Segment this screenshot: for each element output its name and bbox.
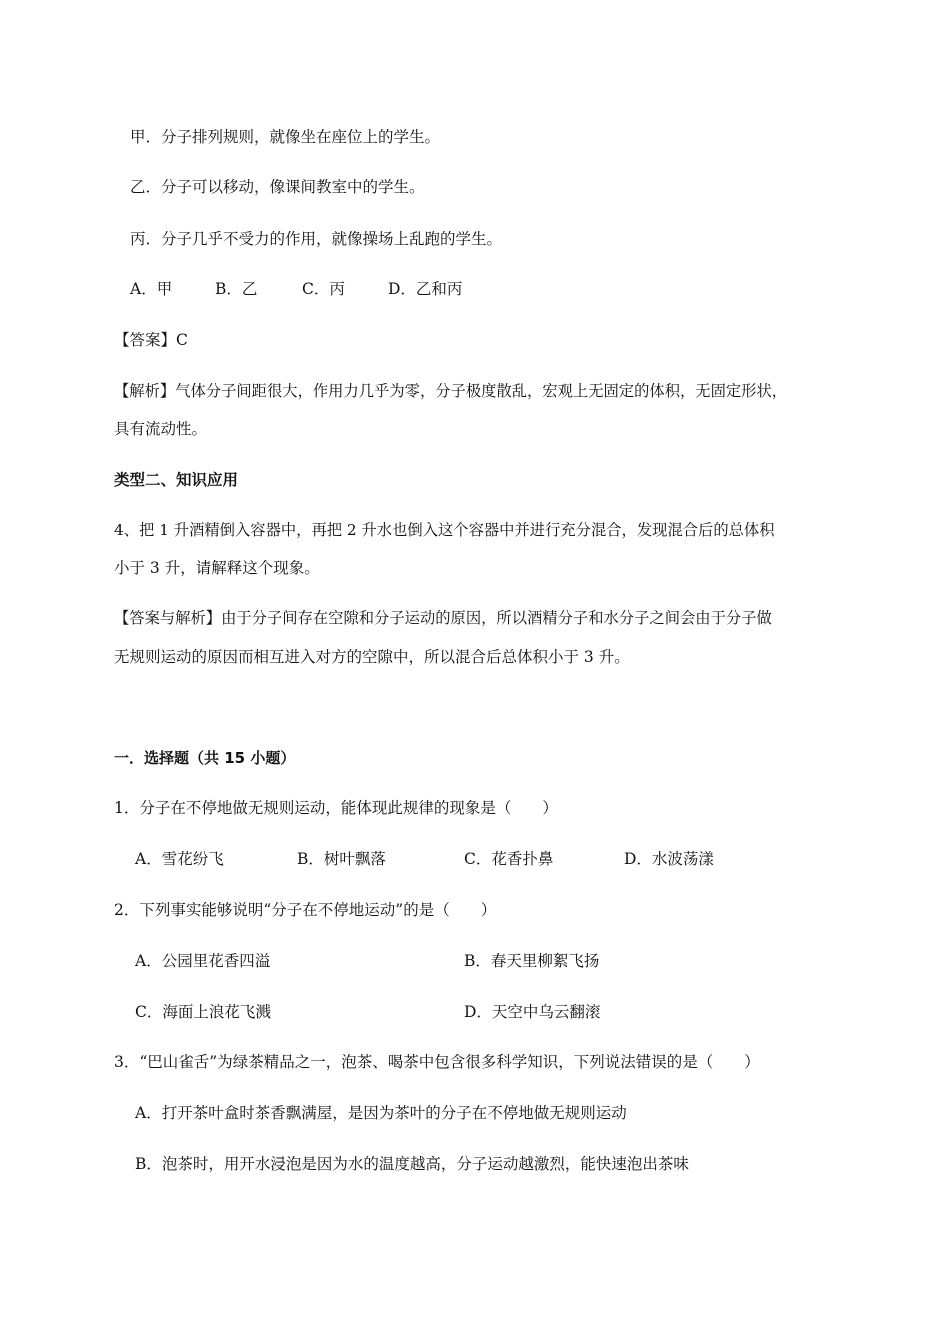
example-answer: 【答案】C xyxy=(114,331,188,349)
statement-bing: 丙．分子几乎不受力的作用，就像操场上乱跑的学生。 xyxy=(130,230,503,248)
q4-answer-line1: 【答案与解析】由于分子间存在空隙和分子运动的原因，所以酒精分子和水分子之间会由于分子做 xyxy=(114,609,772,627)
q1-option-a: A．雪花纷飞 xyxy=(135,850,224,868)
example-analysis-line1: 【解析】气体分子间距很大，作用力几乎为零，分子极度散乱，宏观上无固定的体积，无固定形状， xyxy=(114,382,788,400)
q3-option-b: B．泡茶时，用开水浸泡是因为水的温度越高，分子运动越激烈，能快速泡出茶味 xyxy=(135,1155,689,1173)
statement-yi: 乙．分子可以移动，像课间教室中的学生。 xyxy=(130,178,425,196)
section1-heading: 一．选择题（共 15 小题） xyxy=(114,749,296,767)
q1-stem: 1．分子在不停地做无规则运动，能体现此规律的现象是（ ） xyxy=(114,799,558,817)
q4-line2: 小于 3 升，请解释这个现象。 xyxy=(114,559,320,577)
q1-option-d: D．水波荡漾 xyxy=(624,850,714,868)
q1-option-c: C．花香扑鼻 xyxy=(464,850,554,868)
q4-answer-line2: 无规则运动的原因而相互进入对方的空隙中，所以混合后总体积小于 3 升。 xyxy=(114,648,630,666)
q4-line1: 4、把 1 升酒精倒入容器中，再把 2 升水也倒入这个容器中并进行充分混合，发现混合后的总体积 xyxy=(114,521,775,539)
option-a: A．甲 xyxy=(130,280,173,298)
example-analysis-line2: 具有流动性。 xyxy=(114,420,208,438)
option-d: D．乙和丙 xyxy=(388,280,463,298)
q2-option-c: C．海面上浪花飞溅 xyxy=(135,1003,271,1021)
q2-option-b: B．春天里柳絮飞扬 xyxy=(464,952,600,970)
q2-stem: 2．下列事实能够说明“分子在不停地运动”的是（ ） xyxy=(114,901,497,919)
q3-stem: 3．“巴山雀舌”为绿茶精品之一，泡茶、喝茶中包含很多科学知识，下列说法错误的是（ ） xyxy=(114,1053,760,1071)
statement-jia: 甲．分子排列规则，就像坐在座位上的学生。 xyxy=(130,128,441,146)
q2-option-a: A．公园里花香四溢 xyxy=(135,952,271,970)
option-c: C．丙 xyxy=(302,280,345,298)
q3-option-a: A．打开茶叶盒时茶香飘满屋，是因为茶叶的分子在不停地做无规则运动 xyxy=(135,1104,627,1122)
type2-heading: 类型二、知识应用 xyxy=(114,471,239,489)
q1-option-b: B．树叶飘落 xyxy=(297,850,386,868)
q2-option-d: D．天空中乌云翻滚 xyxy=(464,1003,601,1021)
option-b: B．乙 xyxy=(215,280,258,298)
